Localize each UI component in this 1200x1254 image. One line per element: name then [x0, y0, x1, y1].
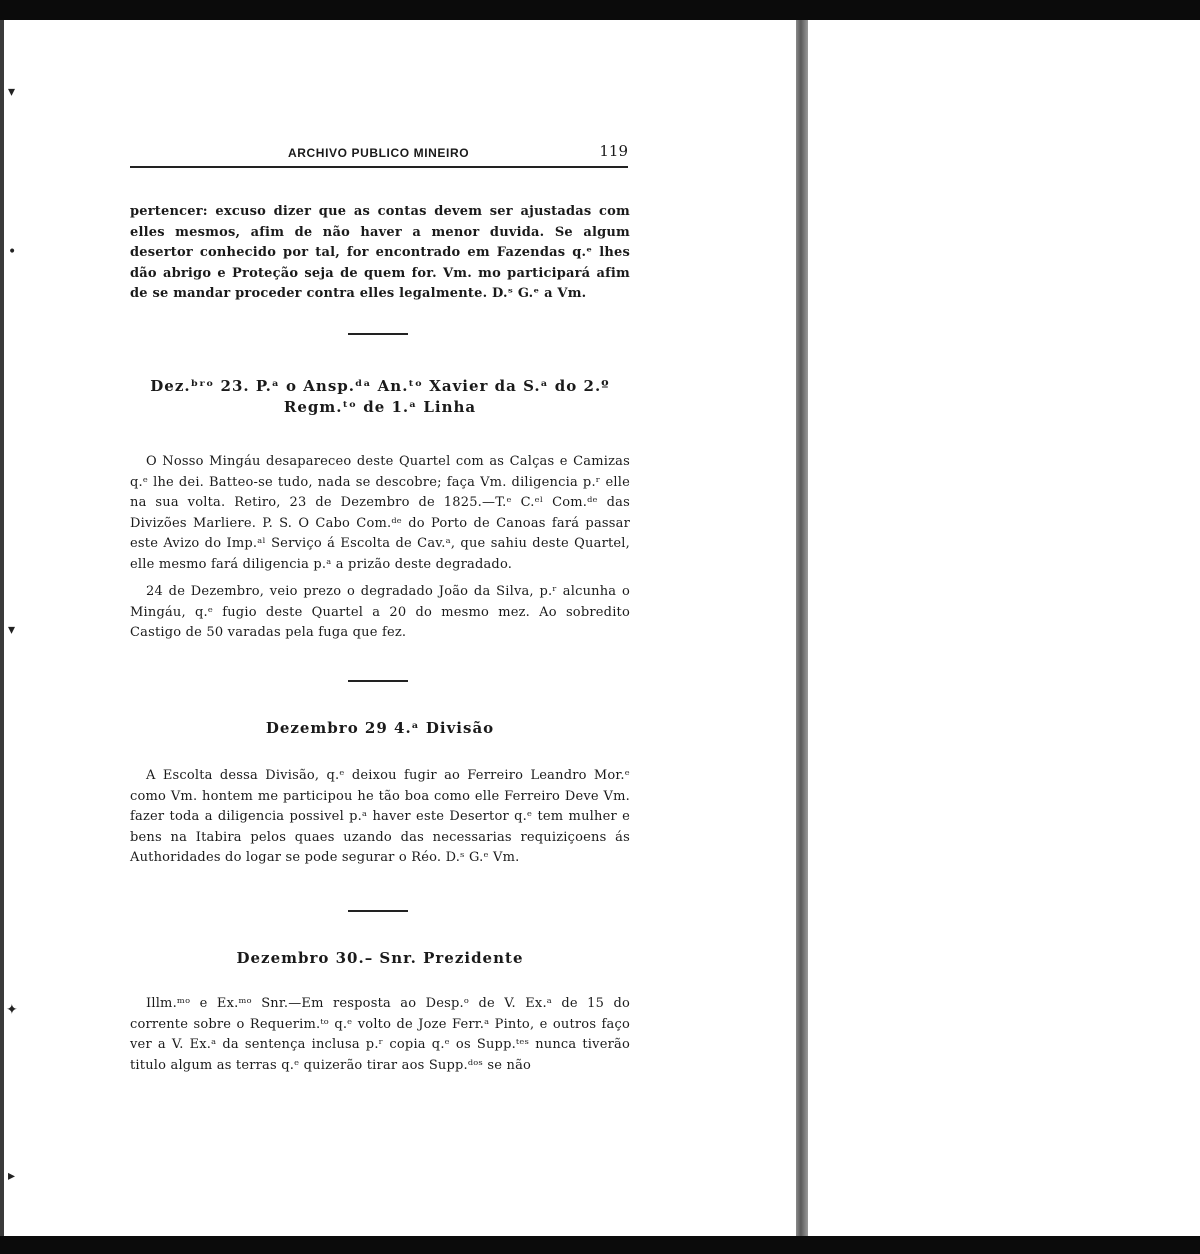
section-divider [348, 333, 408, 335]
paragraph-1: pertencer: excuso dizer que as contas devem ser ajustadas com elles mesmos, afim de não haver a menor duvida. Se algum desertor conhecido por tal, for encontrado em Fazendas q.ᵉ lhes dão abrigo e Proteção seja de quem for. Vm. mo participará afim de se mandar proceder contra elles legalmente. D.ˢ G.ᵉ a Vm. [130, 204, 630, 301]
scan-speck: ✦ [6, 1002, 18, 1018]
section-divider [348, 910, 408, 912]
paragraph-4: A Escolta dessa Divisão, q.ᵉ deixou fugir ao Ferreiro Leandro Mor.ᵉ como Vm. hontem me participou he tão boa como elle Ferreiro Deve Vm. fazer toda a diligencia possivel p.ᵃ haver este Desertor q.ᵉ tem mulher e bens na Itabira pelos quaes uzando das necessarias requiziçoens ás Authoridades do logar se pode segurar o Réo. D.ˢ G.ᵉ Vm. [130, 768, 630, 865]
scan-bottom-border [0, 1236, 1200, 1254]
page-number: 119 [599, 142, 628, 160]
entry-heading-1-line-1: Dez.ᵇʳᵒ 23. P.ᵃ o Ansp.ᵈᵃ An.ᵗᵒ Xavier da S.ᵃ do 2.º [150, 377, 610, 395]
entry-heading-1-line-2: Regm.ᵗᵒ de 1.ᵃ Linha [283, 398, 477, 416]
paragraph-5: Illm.ᵐᵒ e Ex.ᵐᵒ Snr.—Em resposta ao Desp.ᵒ de V. Ex.ᵃ de 15 do corrente sobre o Requerim.ᵗᵒ q.ᵉ volto de Joze Ferr.ᵃ Pinto, e outros faço ver a V. Ex.ᵃ da sentença inclusa p.ʳ copia q.ᵉ os Supp.ᵗᵉˢ nunca tiverão titulo algum as terras q.ᵉ quizerão tirar aos Supp.ᵈᵒˢ se não [130, 996, 630, 1073]
scan-speck: ▾ [8, 84, 16, 100]
entry-heading-2: Dezembro 29 4.ᵃ Divisão [265, 719, 495, 737]
paragraph-2: O Nosso Mingáu desapareceo deste Quartel com as Calças e Camizas q.ᵉ lhe dei. Batteo-se tudo, nada se descobre; faça Vm. diligencia p.ʳ elle na sua volta. Retiro, 23 de Dezembro de 1825.—T.ᵉ C.ᵉˡ Com.ᵈᵉ das Divizões Marliere. P. S. O Cabo Com.ᵈᵉ do Porto de Canoas fará passar este Avizo do Imp.ᵃˡ Serviço á Escolta de Cav.ᵃ, que sahiu deste Quartel, elle mesmo fará diligencia p.ᵃ a prizão deste degradado. [130, 454, 630, 572]
book-spine [796, 20, 808, 1236]
header-rule [130, 166, 628, 168]
running-head [130, 142, 628, 168]
scan-top-border [0, 0, 1200, 20]
scan-speck: • [8, 244, 17, 260]
section-divider [348, 680, 408, 682]
running-head-title: ARCHIVO PUBLICO MINEIRO [288, 146, 470, 160]
scan-speck: ▾ [8, 622, 16, 638]
blank-facing-page [808, 20, 1200, 1236]
entry-heading-1 [130, 376, 630, 418]
paragraph-3: 24 de Dezembro, veio prezo o degradado João da Silva, p.ʳ alcunha o Mingáu, q.ᵉ fugio deste Quartel a 20 do mesmo mez. Ao sobredito Castigo de 50 varadas pela fuga que fez. [130, 584, 630, 640]
scan-speck: ▸ [8, 1168, 16, 1184]
entry-heading-3: Dezembro 30.– Snr. Prezidente [236, 949, 524, 967]
